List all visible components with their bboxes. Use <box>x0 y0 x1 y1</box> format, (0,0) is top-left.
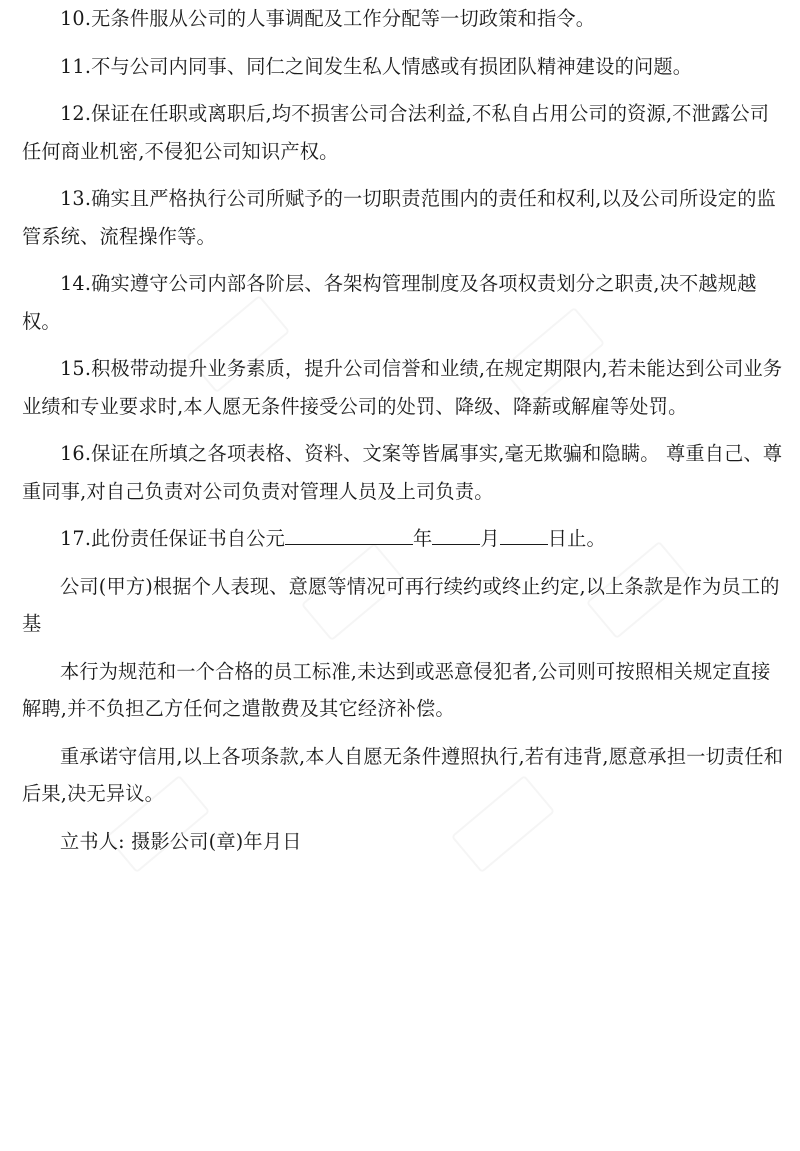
day-suffix: 日止。 <box>547 527 606 550</box>
document-body <box>22 0 784 860</box>
year-blank <box>285 524 413 545</box>
clause-13: 13.确实且严格执行公司所赋予的一切职责范围内的责任和权利,以及公司所设定的监管系统、流程操作等。 <box>22 187 776 248</box>
month-blank <box>432 524 480 545</box>
standards-paragraph: 本行为规范和一个合格的员工标准,未达到或恶意侵犯者,公司则可按照相关规定直接解聘,并不负担乙方任何之遣散费及其它经济补偿。 <box>22 659 771 720</box>
signature-line: 立书人: 摄影公司(章)年月日 <box>60 829 302 853</box>
day-blank <box>500 524 548 545</box>
clause-17 <box>22 520 784 558</box>
year-label: 年 <box>413 527 433 550</box>
commitment-paragraph: 重承诺守信用,以上各项条款,本人自愿无条件遵照执行,若有违背,愿意承担一切责任和后果,决无异议。 <box>22 744 784 805</box>
clause-11: 11.不与公司内同事、同仁之间发生私人情感或有损团队精神建设的问题。 <box>60 54 693 78</box>
clause-17-prefix: 17.此份责任保证书自公元 <box>60 527 285 550</box>
clause-14: 14.确实遵守公司内部各阶层、各架构管理制度及各项权责划分之职责,决不越规越权。 <box>22 272 757 333</box>
clause-12: 12.保证在任职或离职后,均不损害公司合法利益,不私自占用公司的资源,不泄露公司任何商业机密,不侵犯公司知识产权。 <box>22 102 770 163</box>
clause-15: 15.积极带动提升业务素质，提升公司信誉和业绩,在规定期限内,若未能达到公司业务业绩和专业要求时,本人愿无条件接受公司的处罚、降级、降薪或解雇等处罚。 <box>22 357 783 418</box>
renewal-paragraph: 公司(甲方)根据个人表现、意愿等情况可再行续约或终止约定,以上条款是作为员工的基 <box>22 574 780 635</box>
clause-10: 10.无条件服从公司的人事调配及工作分配等一切政策和指令。 <box>60 7 596 30</box>
month-label: 月 <box>480 527 500 550</box>
clause-16: 16.保证在所填之各项表格、资料、文案等皆属事实,毫无欺骗和隐瞒。 尊重自己、尊重同事,对自己负责对公司负责对管理人员及上司负责。 <box>22 442 783 503</box>
